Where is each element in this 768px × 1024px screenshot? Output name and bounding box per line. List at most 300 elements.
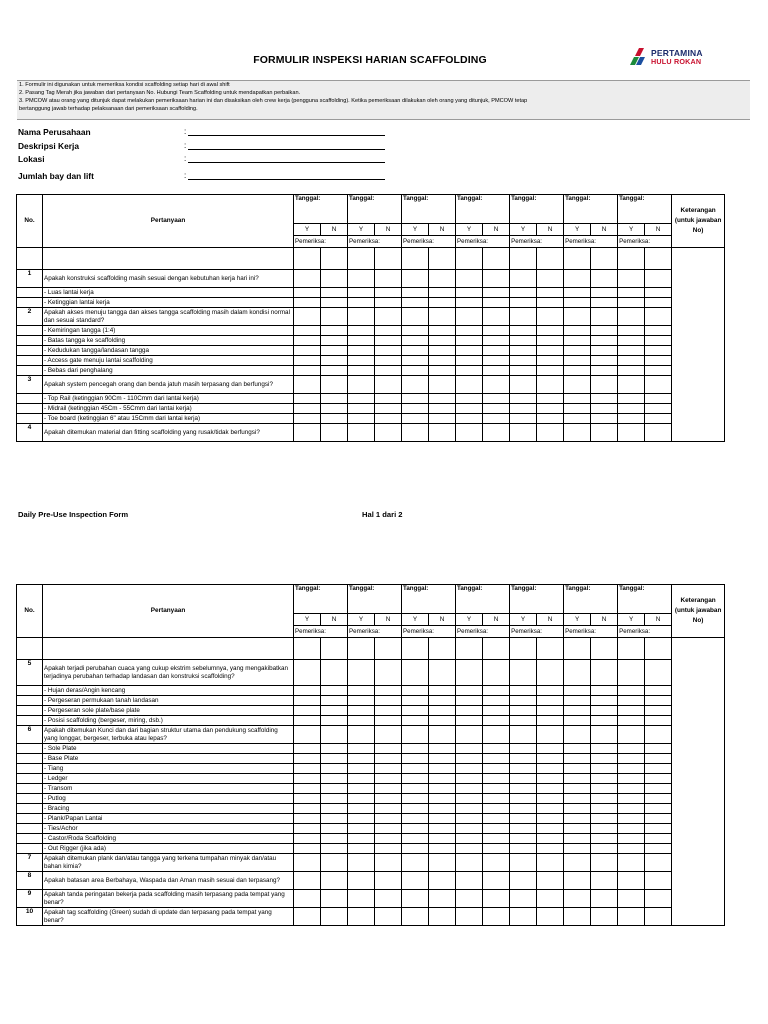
yes-checkbox-cell[interactable] <box>348 326 375 336</box>
yes-checkbox-cell[interactable] <box>618 890 645 908</box>
no-checkbox-cell[interactable] <box>591 394 618 404</box>
no-checkbox-cell[interactable] <box>483 794 510 804</box>
yes-checkbox-cell[interactable] <box>618 744 645 754</box>
yes-checkbox-cell[interactable] <box>456 824 483 834</box>
yes-checkbox-cell[interactable] <box>348 726 375 744</box>
no-checkbox-cell[interactable] <box>591 326 618 336</box>
no-checkbox-cell[interactable] <box>591 764 618 774</box>
yes-checkbox-cell[interactable] <box>564 270 591 288</box>
yes-checkbox-cell[interactable] <box>402 356 429 366</box>
yes-checkbox-cell[interactable] <box>456 404 483 414</box>
no-checkbox-cell[interactable] <box>321 716 348 726</box>
yes-checkbox-cell[interactable] <box>618 804 645 814</box>
no-checkbox-cell[interactable] <box>537 394 564 404</box>
inspector-header[interactable]: Pemeriksa: <box>402 236 456 248</box>
no-checkbox-cell[interactable] <box>375 288 402 298</box>
yes-checkbox-cell[interactable] <box>618 814 645 824</box>
yes-checkbox-cell[interactable] <box>348 346 375 356</box>
no-checkbox-cell[interactable] <box>429 754 456 764</box>
no-checkbox-cell[interactable] <box>321 686 348 696</box>
no-checkbox-cell[interactable] <box>483 366 510 376</box>
date-header[interactable]: Tanggal: <box>294 585 348 614</box>
yes-checkbox-cell[interactable] <box>402 706 429 716</box>
no-checkbox-cell[interactable] <box>375 376 402 394</box>
yes-checkbox-cell[interactable] <box>564 288 591 298</box>
yes-checkbox-cell[interactable] <box>456 696 483 706</box>
no-checkbox-cell[interactable] <box>645 696 672 706</box>
no-checkbox-cell[interactable] <box>537 908 564 926</box>
yes-checkbox-cell[interactable] <box>510 834 537 844</box>
yes-checkbox-cell[interactable] <box>510 394 537 404</box>
no-checkbox-cell[interactable] <box>429 764 456 774</box>
no-checkbox-cell[interactable] <box>483 298 510 308</box>
yes-checkbox-cell[interactable] <box>402 716 429 726</box>
no-checkbox-cell[interactable] <box>321 774 348 784</box>
no-checkbox-cell[interactable] <box>483 774 510 784</box>
no-checkbox-cell[interactable] <box>645 376 672 394</box>
yes-checkbox-cell[interactable] <box>294 844 321 854</box>
yes-checkbox-cell[interactable] <box>294 716 321 726</box>
no-checkbox-cell[interactable] <box>429 696 456 706</box>
yes-checkbox-cell[interactable] <box>564 376 591 394</box>
no-checkbox-cell[interactable] <box>483 336 510 346</box>
no-checkbox-cell[interactable] <box>321 804 348 814</box>
no-checkbox-cell[interactable] <box>321 844 348 854</box>
no-checkbox-cell[interactable] <box>483 346 510 356</box>
no-checkbox-cell[interactable] <box>321 404 348 414</box>
yes-checkbox-cell[interactable] <box>348 696 375 706</box>
yes-checkbox-cell[interactable] <box>618 872 645 890</box>
no-checkbox-cell[interactable] <box>483 686 510 696</box>
yes-checkbox-cell[interactable] <box>564 394 591 404</box>
no-checkbox-cell[interactable] <box>375 298 402 308</box>
no-checkbox-cell[interactable] <box>429 716 456 726</box>
yes-checkbox-cell[interactable] <box>402 726 429 744</box>
no-checkbox-cell[interactable] <box>429 336 456 346</box>
inspector-header[interactable]: Pemeriksa: <box>510 236 564 248</box>
no-checkbox-cell[interactable] <box>429 824 456 834</box>
no-checkbox-cell[interactable] <box>537 834 564 844</box>
yes-checkbox-cell[interactable] <box>456 326 483 336</box>
yes-checkbox-cell[interactable] <box>294 326 321 336</box>
yes-checkbox-cell[interactable] <box>348 336 375 346</box>
no-checkbox-cell[interactable] <box>537 744 564 754</box>
yes-checkbox-cell[interactable] <box>618 414 645 424</box>
no-checkbox-cell[interactable] <box>375 270 402 288</box>
yes-checkbox-cell[interactable] <box>402 872 429 890</box>
no-checkbox-cell[interactable] <box>537 706 564 716</box>
no-checkbox-cell[interactable] <box>321 298 348 308</box>
no-checkbox-cell[interactable] <box>537 336 564 346</box>
yes-checkbox-cell[interactable] <box>402 424 429 442</box>
no-checkbox-cell[interactable] <box>591 804 618 814</box>
yes-checkbox-cell[interactable] <box>618 726 645 744</box>
no-checkbox-cell[interactable] <box>645 424 672 442</box>
yes-checkbox-cell[interactable] <box>294 908 321 926</box>
no-checkbox-cell[interactable] <box>429 346 456 356</box>
no-checkbox-cell[interactable] <box>591 844 618 854</box>
yes-checkbox-cell[interactable] <box>294 834 321 844</box>
no-checkbox-cell[interactable] <box>645 414 672 424</box>
no-checkbox-cell[interactable] <box>321 754 348 764</box>
yes-checkbox-cell[interactable] <box>294 824 321 834</box>
yes-checkbox-cell[interactable] <box>294 854 321 872</box>
yes-checkbox-cell[interactable] <box>618 366 645 376</box>
yes-checkbox-cell[interactable] <box>618 716 645 726</box>
no-checkbox-cell[interactable] <box>537 716 564 726</box>
yes-checkbox-cell[interactable] <box>618 794 645 804</box>
yes-checkbox-cell[interactable] <box>618 308 645 326</box>
yes-checkbox-cell[interactable] <box>402 686 429 696</box>
no-checkbox-cell[interactable] <box>321 376 348 394</box>
yes-checkbox-cell[interactable] <box>402 844 429 854</box>
yes-checkbox-cell[interactable] <box>294 660 321 686</box>
no-checkbox-cell[interactable] <box>645 394 672 404</box>
no-checkbox-cell[interactable] <box>483 270 510 288</box>
yes-checkbox-cell[interactable] <box>456 394 483 404</box>
yes-checkbox-cell[interactable] <box>348 686 375 696</box>
no-checkbox-cell[interactable] <box>429 890 456 908</box>
yes-checkbox-cell[interactable] <box>618 404 645 414</box>
no-checkbox-cell[interactable] <box>645 872 672 890</box>
yes-checkbox-cell[interactable] <box>456 376 483 394</box>
no-checkbox-cell[interactable] <box>591 696 618 706</box>
no-checkbox-cell[interactable] <box>591 424 618 442</box>
yes-checkbox-cell[interactable] <box>618 326 645 336</box>
yes-checkbox-cell[interactable] <box>510 686 537 696</box>
no-checkbox-cell[interactable] <box>375 308 402 326</box>
yes-checkbox-cell[interactable] <box>618 696 645 706</box>
no-checkbox-cell[interactable] <box>321 784 348 794</box>
no-checkbox-cell[interactable] <box>321 872 348 890</box>
no-checkbox-cell[interactable] <box>375 908 402 926</box>
yes-checkbox-cell[interactable] <box>510 764 537 774</box>
yes-checkbox-cell[interactable] <box>510 726 537 744</box>
yes-checkbox-cell[interactable] <box>564 326 591 336</box>
yes-checkbox-cell[interactable] <box>456 346 483 356</box>
no-checkbox-cell[interactable] <box>321 764 348 774</box>
no-checkbox-cell[interactable] <box>321 424 348 442</box>
no-checkbox-cell[interactable] <box>375 844 402 854</box>
yes-checkbox-cell[interactable] <box>294 764 321 774</box>
no-checkbox-cell[interactable] <box>645 686 672 696</box>
yes-checkbox-cell[interactable] <box>564 336 591 346</box>
no-checkbox-cell[interactable] <box>375 754 402 764</box>
no-checkbox-cell[interactable] <box>429 376 456 394</box>
no-checkbox-cell[interactable] <box>375 404 402 414</box>
no-checkbox-cell[interactable] <box>537 844 564 854</box>
no-checkbox-cell[interactable] <box>537 404 564 414</box>
no-checkbox-cell[interactable] <box>645 706 672 716</box>
no-checkbox-cell[interactable] <box>591 356 618 366</box>
yes-checkbox-cell[interactable] <box>402 336 429 346</box>
no-checkbox-cell[interactable] <box>483 854 510 872</box>
yes-checkbox-cell[interactable] <box>348 804 375 814</box>
no-checkbox-cell[interactable] <box>483 744 510 754</box>
yes-checkbox-cell[interactable] <box>294 890 321 908</box>
yes-checkbox-cell[interactable] <box>564 706 591 716</box>
yes-checkbox-cell[interactable] <box>618 394 645 404</box>
no-checkbox-cell[interactable] <box>591 784 618 794</box>
no-checkbox-cell[interactable] <box>591 404 618 414</box>
date-header[interactable]: Tanggal: <box>618 195 672 224</box>
yes-checkbox-cell[interactable] <box>618 754 645 764</box>
yes-checkbox-cell[interactable] <box>294 794 321 804</box>
yes-checkbox-cell[interactable] <box>510 326 537 336</box>
yes-checkbox-cell[interactable] <box>456 424 483 442</box>
no-checkbox-cell[interactable] <box>429 706 456 716</box>
yes-checkbox-cell[interactable] <box>456 706 483 716</box>
no-checkbox-cell[interactable] <box>645 824 672 834</box>
yes-checkbox-cell[interactable] <box>618 834 645 844</box>
no-checkbox-cell[interactable] <box>591 686 618 696</box>
no-checkbox-cell[interactable] <box>537 754 564 764</box>
inspector-header[interactable]: Pemeriksa: <box>456 236 510 248</box>
yes-checkbox-cell[interactable] <box>564 908 591 926</box>
no-checkbox-cell[interactable] <box>321 346 348 356</box>
no-checkbox-cell[interactable] <box>321 394 348 404</box>
no-checkbox-cell[interactable] <box>645 308 672 326</box>
yes-checkbox-cell[interactable] <box>402 346 429 356</box>
no-checkbox-cell[interactable] <box>645 908 672 926</box>
yes-checkbox-cell[interactable] <box>348 834 375 844</box>
yes-checkbox-cell[interactable] <box>510 696 537 706</box>
no-checkbox-cell[interactable] <box>645 346 672 356</box>
no-checkbox-cell[interactable] <box>375 784 402 794</box>
yes-checkbox-cell[interactable] <box>510 784 537 794</box>
no-checkbox-cell[interactable] <box>429 660 456 686</box>
no-checkbox-cell[interactable] <box>645 814 672 824</box>
date-header[interactable]: Tanggal: <box>510 195 564 224</box>
yes-checkbox-cell[interactable] <box>564 774 591 784</box>
no-checkbox-cell[interactable] <box>483 706 510 716</box>
no-checkbox-cell[interactable] <box>591 288 618 298</box>
no-checkbox-cell[interactable] <box>645 298 672 308</box>
yes-checkbox-cell[interactable] <box>510 376 537 394</box>
no-checkbox-cell[interactable] <box>375 854 402 872</box>
yes-checkbox-cell[interactable] <box>402 696 429 706</box>
yes-checkbox-cell[interactable] <box>564 404 591 414</box>
yes-checkbox-cell[interactable] <box>348 404 375 414</box>
yes-checkbox-cell[interactable] <box>294 784 321 794</box>
yes-checkbox-cell[interactable] <box>456 660 483 686</box>
no-checkbox-cell[interactable] <box>537 326 564 336</box>
yes-checkbox-cell[interactable] <box>402 270 429 288</box>
no-checkbox-cell[interactable] <box>375 696 402 706</box>
yes-checkbox-cell[interactable] <box>456 804 483 814</box>
yes-checkbox-cell[interactable] <box>618 784 645 794</box>
yes-checkbox-cell[interactable] <box>348 854 375 872</box>
no-checkbox-cell[interactable] <box>483 696 510 706</box>
yes-checkbox-cell[interactable] <box>456 744 483 754</box>
yes-checkbox-cell[interactable] <box>402 824 429 834</box>
no-checkbox-cell[interactable] <box>429 424 456 442</box>
yes-checkbox-cell[interactable] <box>348 288 375 298</box>
no-checkbox-cell[interactable] <box>483 726 510 744</box>
yes-checkbox-cell[interactable] <box>456 366 483 376</box>
yes-checkbox-cell[interactable] <box>294 404 321 414</box>
no-checkbox-cell[interactable] <box>429 726 456 744</box>
yes-checkbox-cell[interactable] <box>348 414 375 424</box>
date-header[interactable]: Tanggal: <box>510 585 564 614</box>
inspector-header[interactable]: Pemeriksa: <box>294 236 348 248</box>
yes-checkbox-cell[interactable] <box>348 744 375 754</box>
no-checkbox-cell[interactable] <box>537 270 564 288</box>
yes-checkbox-cell[interactable] <box>348 784 375 794</box>
no-checkbox-cell[interactable] <box>591 824 618 834</box>
no-checkbox-cell[interactable] <box>375 686 402 696</box>
yes-checkbox-cell[interactable] <box>348 376 375 394</box>
yes-checkbox-cell[interactable] <box>402 414 429 424</box>
no-checkbox-cell[interactable] <box>591 744 618 754</box>
date-header[interactable]: Tanggal: <box>402 585 456 614</box>
yes-checkbox-cell[interactable] <box>510 366 537 376</box>
no-checkbox-cell[interactable] <box>537 726 564 744</box>
yes-checkbox-cell[interactable] <box>564 890 591 908</box>
no-checkbox-cell[interactable] <box>591 854 618 872</box>
yes-checkbox-cell[interactable] <box>294 774 321 784</box>
no-checkbox-cell[interactable] <box>321 854 348 872</box>
no-checkbox-cell[interactable] <box>645 726 672 744</box>
no-checkbox-cell[interactable] <box>483 394 510 404</box>
no-checkbox-cell[interactable] <box>429 366 456 376</box>
yes-checkbox-cell[interactable] <box>510 872 537 890</box>
location-field[interactable] <box>188 162 385 163</box>
no-checkbox-cell[interactable] <box>483 414 510 424</box>
yes-checkbox-cell[interactable] <box>294 804 321 814</box>
no-checkbox-cell[interactable] <box>591 336 618 346</box>
yes-checkbox-cell[interactable] <box>402 754 429 764</box>
no-checkbox-cell[interactable] <box>375 716 402 726</box>
yes-checkbox-cell[interactable] <box>564 844 591 854</box>
yes-checkbox-cell[interactable] <box>348 754 375 764</box>
no-checkbox-cell[interactable] <box>537 356 564 366</box>
no-checkbox-cell[interactable] <box>591 270 618 288</box>
no-checkbox-cell[interactable] <box>591 414 618 424</box>
no-checkbox-cell[interactable] <box>645 744 672 754</box>
no-checkbox-cell[interactable] <box>591 716 618 726</box>
inspector-header[interactable]: Pemeriksa: <box>294 626 348 638</box>
yes-checkbox-cell[interactable] <box>564 686 591 696</box>
no-checkbox-cell[interactable] <box>591 346 618 356</box>
yes-checkbox-cell[interactable] <box>510 356 537 366</box>
no-checkbox-cell[interactable] <box>645 356 672 366</box>
yes-checkbox-cell[interactable] <box>510 754 537 764</box>
no-checkbox-cell[interactable] <box>591 774 618 784</box>
no-checkbox-cell[interactable] <box>375 414 402 424</box>
yes-checkbox-cell[interactable] <box>510 908 537 926</box>
yes-checkbox-cell[interactable] <box>294 726 321 744</box>
no-checkbox-cell[interactable] <box>321 890 348 908</box>
yes-checkbox-cell[interactable] <box>564 754 591 764</box>
bay-lift-field[interactable] <box>188 179 385 180</box>
no-checkbox-cell[interactable] <box>645 804 672 814</box>
no-checkbox-cell[interactable] <box>591 872 618 890</box>
yes-checkbox-cell[interactable] <box>618 844 645 854</box>
yes-checkbox-cell[interactable] <box>348 356 375 366</box>
no-checkbox-cell[interactable] <box>321 726 348 744</box>
yes-checkbox-cell[interactable] <box>348 764 375 774</box>
no-checkbox-cell[interactable] <box>429 774 456 784</box>
date-header[interactable]: Tanggal: <box>456 585 510 614</box>
date-header[interactable]: Tanggal: <box>348 195 402 224</box>
yes-checkbox-cell[interactable] <box>348 424 375 442</box>
yes-checkbox-cell[interactable] <box>618 706 645 716</box>
no-checkbox-cell[interactable] <box>375 424 402 442</box>
yes-checkbox-cell[interactable] <box>402 744 429 754</box>
no-checkbox-cell[interactable] <box>375 764 402 774</box>
date-header[interactable]: Tanggal: <box>564 195 618 224</box>
no-checkbox-cell[interactable] <box>375 774 402 784</box>
no-checkbox-cell[interactable] <box>537 298 564 308</box>
yes-checkbox-cell[interactable] <box>564 414 591 424</box>
no-checkbox-cell[interactable] <box>645 288 672 298</box>
yes-checkbox-cell[interactable] <box>510 824 537 834</box>
yes-checkbox-cell[interactable] <box>618 376 645 394</box>
yes-checkbox-cell[interactable] <box>510 804 537 814</box>
no-checkbox-cell[interactable] <box>537 784 564 794</box>
no-checkbox-cell[interactable] <box>375 794 402 804</box>
no-checkbox-cell[interactable] <box>645 844 672 854</box>
no-checkbox-cell[interactable] <box>321 366 348 376</box>
yes-checkbox-cell[interactable] <box>618 824 645 834</box>
yes-checkbox-cell[interactable] <box>294 308 321 326</box>
no-checkbox-cell[interactable] <box>375 834 402 844</box>
yes-checkbox-cell[interactable] <box>348 394 375 404</box>
no-checkbox-cell[interactable] <box>537 794 564 804</box>
yes-checkbox-cell[interactable] <box>510 308 537 326</box>
yes-checkbox-cell[interactable] <box>510 794 537 804</box>
no-checkbox-cell[interactable] <box>375 744 402 754</box>
yes-checkbox-cell[interactable] <box>618 660 645 686</box>
yes-checkbox-cell[interactable] <box>456 288 483 298</box>
no-checkbox-cell[interactable] <box>429 288 456 298</box>
date-header[interactable]: Tanggal: <box>294 195 348 224</box>
inspector-header[interactable]: Pemeriksa: <box>618 236 672 248</box>
no-checkbox-cell[interactable] <box>483 824 510 834</box>
yes-checkbox-cell[interactable] <box>618 908 645 926</box>
no-checkbox-cell[interactable] <box>537 686 564 696</box>
yes-checkbox-cell[interactable] <box>402 804 429 814</box>
yes-checkbox-cell[interactable] <box>402 298 429 308</box>
no-checkbox-cell[interactable] <box>375 326 402 336</box>
no-checkbox-cell[interactable] <box>645 366 672 376</box>
inspector-header[interactable]: Pemeriksa: <box>456 626 510 638</box>
yes-checkbox-cell[interactable] <box>510 288 537 298</box>
no-checkbox-cell[interactable] <box>321 834 348 844</box>
yes-checkbox-cell[interactable] <box>564 346 591 356</box>
yes-checkbox-cell[interactable] <box>402 660 429 686</box>
inspector-header[interactable]: Pemeriksa: <box>564 236 618 248</box>
no-checkbox-cell[interactable] <box>429 404 456 414</box>
date-header[interactable]: Tanggal: <box>348 585 402 614</box>
yes-checkbox-cell[interactable] <box>402 308 429 326</box>
no-checkbox-cell[interactable] <box>591 298 618 308</box>
no-checkbox-cell[interactable] <box>591 376 618 394</box>
yes-checkbox-cell[interactable] <box>402 376 429 394</box>
yes-checkbox-cell[interactable] <box>294 696 321 706</box>
no-checkbox-cell[interactable] <box>375 804 402 814</box>
yes-checkbox-cell[interactable] <box>618 764 645 774</box>
yes-checkbox-cell[interactable] <box>564 660 591 686</box>
no-checkbox-cell[interactable] <box>537 660 564 686</box>
no-checkbox-cell[interactable] <box>321 270 348 288</box>
yes-checkbox-cell[interactable] <box>294 298 321 308</box>
yes-checkbox-cell[interactable] <box>456 356 483 366</box>
yes-checkbox-cell[interactable] <box>348 270 375 288</box>
no-checkbox-cell[interactable] <box>591 308 618 326</box>
no-checkbox-cell[interactable] <box>375 824 402 834</box>
